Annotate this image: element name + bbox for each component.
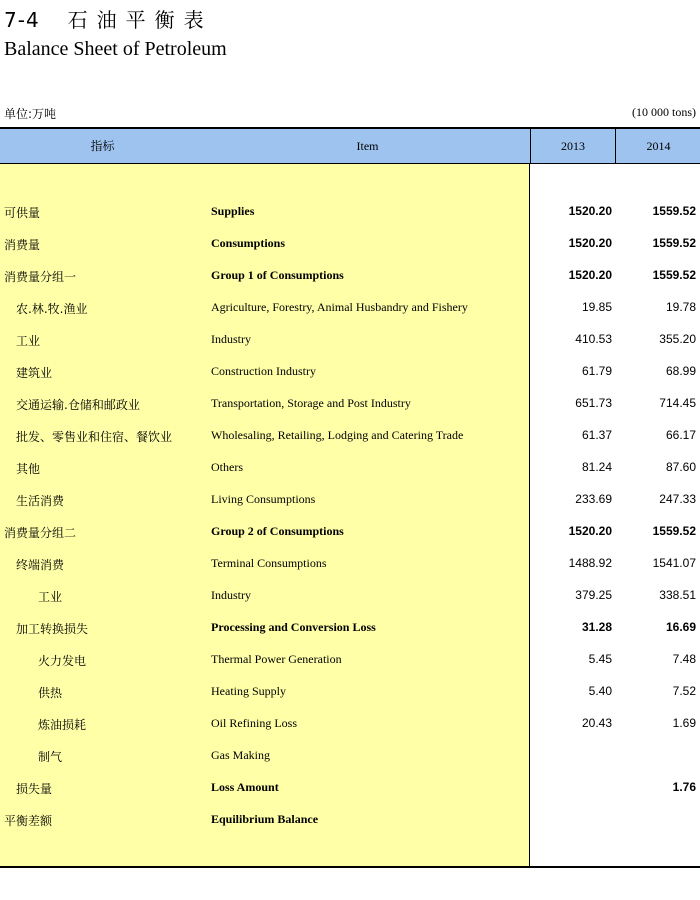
value-2013: 61.37 <box>581 428 612 442</box>
table-header <box>0 129 700 164</box>
row-label-chinese: 可供量 <box>4 206 41 220</box>
value-2014: 7.48 <box>672 652 696 666</box>
row-label-chinese: 火力发电 <box>38 654 87 668</box>
row-label-chinese: 损失量 <box>16 782 53 796</box>
table-row <box>0 452 700 484</box>
row-label-chinese: 工业 <box>16 334 41 348</box>
row-label-chinese: 加工转换损失 <box>16 622 89 636</box>
value-2013: 61.79 <box>581 364 612 378</box>
row-label-english: Heating Supply <box>211 684 286 698</box>
value-2014: 1.69 <box>672 716 696 730</box>
table-row <box>0 420 700 452</box>
value-2013: 1520.20 <box>568 524 612 538</box>
table-row <box>0 804 700 836</box>
value-2014: 66.17 <box>665 428 696 442</box>
unit-label-english: (10 000 tons) <box>632 105 696 119</box>
row-label-english: Living Consumptions <box>211 492 316 506</box>
value-2014: 355.20 <box>659 332 696 346</box>
value-2013: 1520.20 <box>568 268 612 282</box>
row-label-chinese: 工业 <box>38 590 63 604</box>
value-2014: 1541.07 <box>652 556 696 570</box>
value-2014: 19.78 <box>665 300 696 314</box>
row-label-english: Processing and Conversion Loss <box>211 620 376 634</box>
header-item: Item <box>356 139 379 153</box>
row-label-chinese: 消费量 <box>4 238 41 252</box>
table-title-chinese <box>4 4 213 33</box>
table-row <box>0 580 700 612</box>
value-2014: 87.60 <box>665 460 696 474</box>
value-2014: 1.76 <box>672 780 696 794</box>
value-2013: 19.85 <box>581 300 612 314</box>
table-row <box>0 388 700 420</box>
table-row <box>0 548 700 580</box>
table-row <box>0 228 700 260</box>
value-2014: 1559.52 <box>652 524 696 538</box>
row-label-english: Gas Making <box>211 748 270 762</box>
row-label-english: Terminal Consumptions <box>211 556 327 570</box>
table-row <box>0 356 700 388</box>
table-number: 7-4 <box>4 8 40 32</box>
value-2013: 20.43 <box>581 716 612 730</box>
row-label-english: Industry <box>211 332 251 346</box>
value-2013: 5.40 <box>588 684 612 698</box>
table-row <box>0 612 700 644</box>
value-2013: 1520.20 <box>568 204 612 218</box>
value-2014: 1559.52 <box>652 268 696 282</box>
row-label-english: Construction Industry <box>211 364 316 378</box>
table-body <box>0 196 700 836</box>
row-label-english: Industry <box>211 588 251 602</box>
value-2014: 1559.52 <box>652 204 696 218</box>
row-label-chinese: 供热 <box>38 686 63 700</box>
value-2014: 68.99 <box>665 364 696 378</box>
row-label-english: Group 1 of Consumptions <box>211 268 344 282</box>
row-label-english: Oil Refining Loss <box>211 716 297 730</box>
row-label-chinese: 炼油损耗 <box>38 718 87 732</box>
value-2013: 1488.92 <box>568 556 612 570</box>
row-label-chinese: 制气 <box>38 750 63 764</box>
row-label-english: Group 2 of Consumptions <box>211 524 344 538</box>
value-2013: 379.25 <box>575 588 612 602</box>
value-2014: 1559.52 <box>652 236 696 250</box>
table-row <box>0 772 700 804</box>
row-label-chinese: 其他 <box>16 462 41 476</box>
row-label-english: Agriculture, Forestry, Animal Husbandry and Fishery <box>211 300 468 314</box>
row-label-chinese: 建筑业 <box>16 366 53 380</box>
row-label-english: Loss Amount <box>211 780 279 794</box>
row-label-chinese: 终端消费 <box>16 558 65 572</box>
row-label-chinese: 消费量分组一 <box>4 270 77 284</box>
header-year-2014: 2014 <box>615 129 700 163</box>
value-2014: 247.33 <box>659 492 696 506</box>
row-label-chinese: 平衡差额 <box>4 814 53 828</box>
value-2013: 5.45 <box>588 652 612 666</box>
value-2014: 714.45 <box>659 396 696 410</box>
row-label-english: Supplies <box>211 204 255 218</box>
table-row <box>0 260 700 292</box>
table-row <box>0 324 700 356</box>
value-2013: 31.28 <box>581 620 612 634</box>
table-row <box>0 196 700 228</box>
value-2014: 16.69 <box>665 620 696 634</box>
value-2014: 338.51 <box>659 588 696 602</box>
header-indicator: 指标 <box>90 139 115 153</box>
value-2013: 1520.20 <box>568 236 612 250</box>
table-row <box>0 516 700 548</box>
row-label-chinese: 农.林.牧.渔业 <box>16 302 88 316</box>
table-row <box>0 740 700 772</box>
bottom-rule <box>0 866 700 868</box>
unit-label-chinese: 单位:万吨 <box>4 107 57 121</box>
value-2013: 651.73 <box>575 396 612 410</box>
row-label-chinese: 批发、零售业和住宿、餐饮业 <box>16 430 173 444</box>
row-label-english: Wholesaling, Retailing, Lodging and Catering Trade <box>211 428 464 442</box>
value-2013: 410.53 <box>575 332 612 346</box>
row-label-english: Transportation, Storage and Post Industry <box>211 396 411 410</box>
row-label-chinese: 消费量分组二 <box>4 526 77 540</box>
value-2014: 7.52 <box>672 684 696 698</box>
row-label-chinese: 交通运输.仓储和邮政业 <box>16 398 140 412</box>
table-name-chinese: 石油平衡表 <box>67 8 213 32</box>
table-row <box>0 644 700 676</box>
table-row <box>0 292 700 324</box>
row-label-english: Thermal Power Generation <box>211 652 342 666</box>
value-2013: 81.24 <box>581 460 612 474</box>
row-label-chinese: 生活消费 <box>16 494 65 508</box>
row-label-english: Consumptions <box>211 236 286 250</box>
table-row <box>0 708 700 740</box>
table-title-english: Balance Sheet of Petroleum <box>4 38 227 60</box>
header-year-2013: 2013 <box>530 129 615 163</box>
table-row <box>0 676 700 708</box>
table-row <box>0 484 700 516</box>
value-2013: 233.69 <box>575 492 612 506</box>
row-label-english: Equilibrium Balance <box>211 812 319 826</box>
row-label-english: Others <box>211 460 243 474</box>
